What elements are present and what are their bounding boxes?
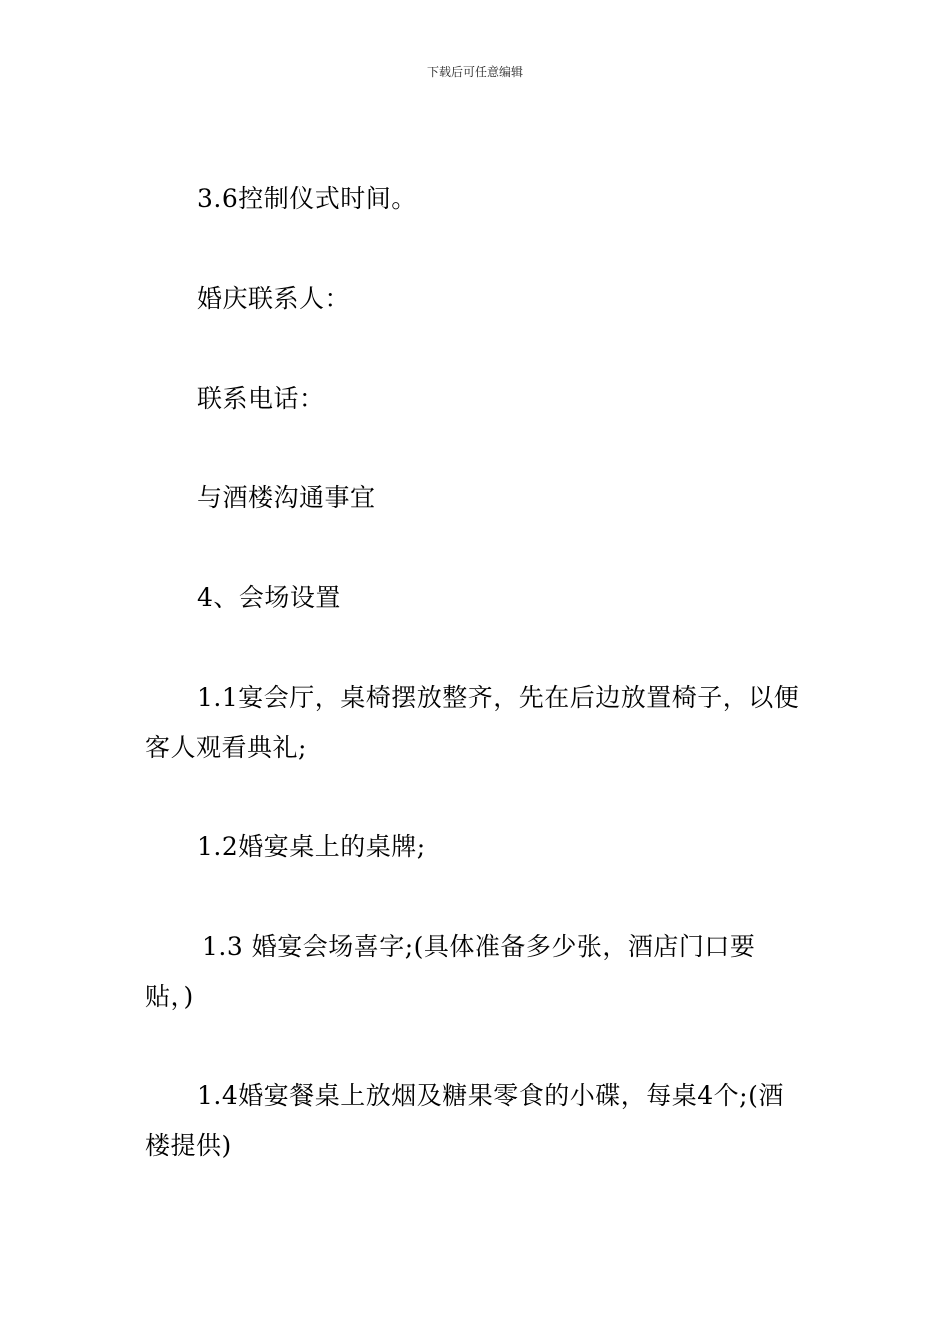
paragraph-line: 联系电话： bbox=[197, 384, 325, 413]
paragraph-line: 1.1宴会厅，桌椅摆放整齐，先在后边放置椅子，以便 bbox=[197, 683, 800, 712]
paragraph-contact-phone bbox=[145, 374, 808, 424]
section-heading-venue-setup bbox=[145, 573, 808, 623]
page-header: 下载后可任意编辑 bbox=[426, 65, 523, 79]
paragraph-banquet-hall bbox=[145, 673, 808, 773]
paragraph-line: 与酒楼沟通事宜 bbox=[197, 483, 376, 512]
paragraph-line: 客人观看典礼; bbox=[145, 733, 307, 762]
paragraph-line: 婚庆联系人： bbox=[197, 284, 351, 313]
paragraph-line: 贴，) bbox=[145, 982, 194, 1011]
paragraph-wedding-contact bbox=[145, 274, 808, 324]
paragraph-line: 4、会场设置 bbox=[197, 583, 341, 612]
paragraph-table-cards bbox=[145, 822, 808, 872]
paragraph-line: 1.4婚宴餐桌上放烟及糖果零食的小碟，每桌4个;(酒 bbox=[197, 1081, 784, 1110]
paragraph-ceremony-time bbox=[145, 174, 808, 224]
paragraph-restaurant-matters bbox=[145, 473, 808, 523]
paragraph-happiness-characters bbox=[145, 922, 808, 1022]
paragraph-snack-dishes bbox=[145, 1071, 808, 1171]
paragraph-line: 1.2婚宴桌上的桌牌; bbox=[197, 832, 426, 861]
paragraph-line: 3.6控制仪式时间。 bbox=[197, 184, 417, 213]
paragraph-line: 楼提供) bbox=[145, 1131, 232, 1160]
paragraph-line: 1.3 婚宴会场喜字;(具体准备多少张，酒店门口要 bbox=[202, 932, 756, 961]
